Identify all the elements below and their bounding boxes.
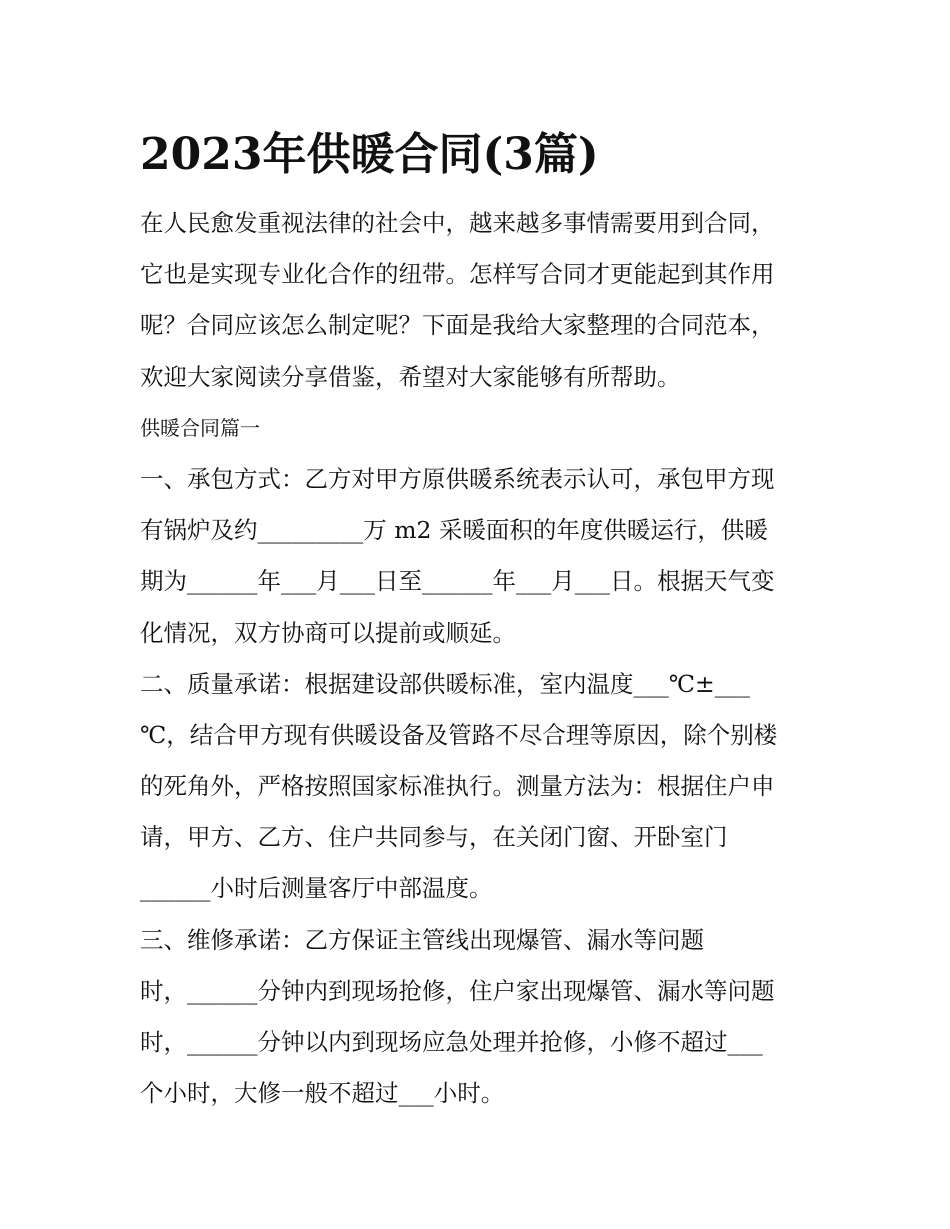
- text-line: 期为______年___月___日至______年___月___日。根据天气变: [140, 567, 775, 596]
- text-line: ______小时后测量客厅中部温度。: [140, 874, 493, 903]
- text-line: 有锅炉及约_________万 m2 采暖面积的年度供暖运行，供暖: [140, 516, 768, 545]
- text-line: 时，______分钟内到现场抢修，住户家出现爆管、漏水等问题: [140, 976, 775, 1005]
- text-line: 欢迎大家阅读分享借鉴，希望对大家能够有所帮助。: [140, 362, 681, 391]
- text-line: 它也是实现专业化合作的纽带。怎样写合同才更能起到其作用: [140, 260, 775, 289]
- text-line: 化情况，双方协商可以提前或顺延。: [140, 618, 516, 647]
- text-line: 一、承包方式：乙方对甲方原供暖系统表示认可，承包甲方现: [140, 464, 775, 493]
- text-line: 个小时，大修一般不超过___小时。: [140, 1079, 505, 1108]
- text-line: 三、维修承诺：乙方保证主管线出现爆管、漏水等问题: [140, 925, 704, 954]
- section-heading: 供暖合同篇一: [140, 415, 260, 440]
- text-line: 请，甲方、乙方、住户共同参与，在关闭门窗、开卧室门: [140, 823, 728, 852]
- document-title: 2023年供暖合同(3篇): [140, 129, 599, 180]
- text-line: 二、质量承诺：根据建设部供暖标准，室内温度___℃±___: [140, 669, 750, 698]
- text-line: ℃，结合甲方现有供暖设备及管路不尽合理等原因，除个别楼: [140, 720, 778, 749]
- text-line: 的死角外，严格按照国家标准执行。测量方法为：根据住户申: [140, 772, 775, 801]
- text-line: 呢？合同应该怎么制定呢？下面是我给大家整理的合同范本，: [140, 311, 775, 340]
- text-line: 时，______分钟以内到现场应急处理并抢修，小修不超过___: [140, 1028, 763, 1056]
- text-line: 在人民愈发重视法律的社会中，越来越多事情需要用到合同，: [140, 209, 775, 237]
- document-body: [140, 201, 820, 1122]
